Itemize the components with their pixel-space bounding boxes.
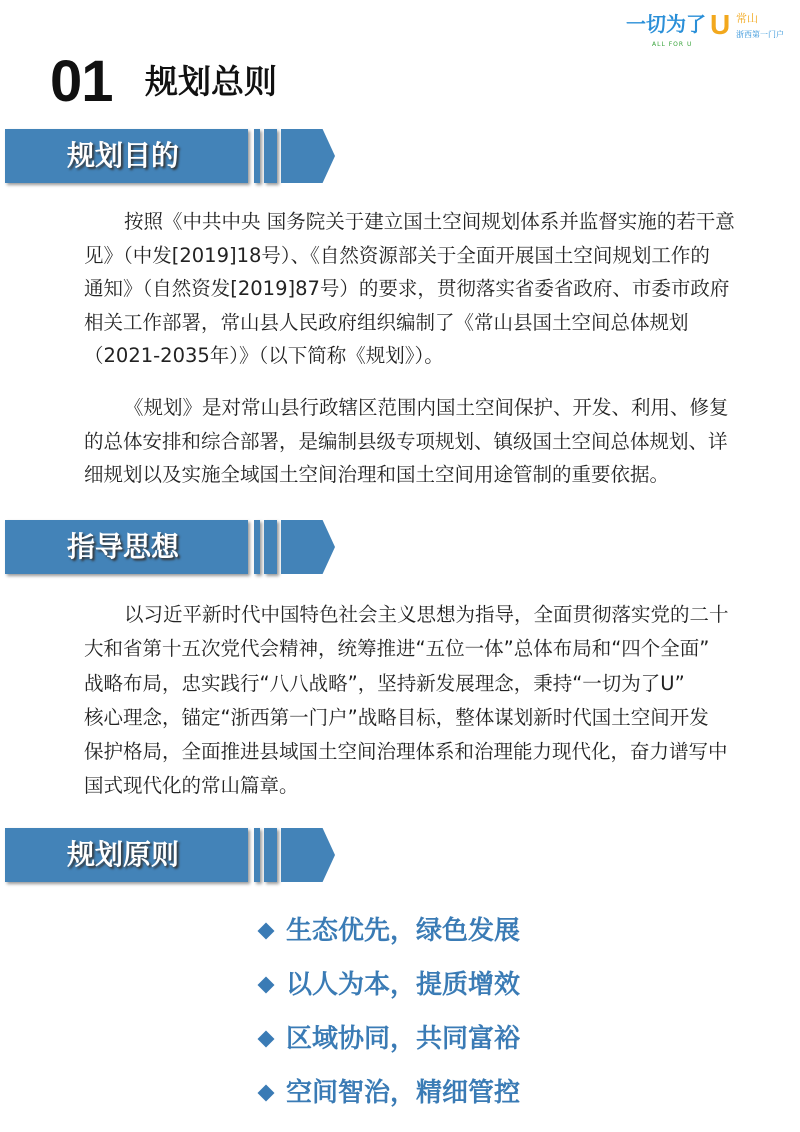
logo-tagline: ALL FOR U (652, 41, 693, 48)
chapter-title: 规划总则 (145, 62, 277, 101)
text-line: 相关工作部署，常山县人民政府组织编制了《常山县国土空间总体规划 (84, 310, 689, 334)
paragraph (84, 205, 735, 373)
principles-list (256, 904, 520, 1120)
text-line: 的总体安排和综合部署，是编制县级专项规划、镇级国土空间总体规划、详 (84, 429, 728, 453)
chapter-number: 01 (50, 49, 113, 114)
principle-text: 空间智治，精细管控 (286, 1078, 521, 1108)
diamond-bullet-icon (258, 977, 275, 994)
principle-item (256, 1066, 520, 1120)
text-line: 核心理念，锚定“浙西第一门户”战略目标，整体谋划新时代国土空间开发 (84, 705, 709, 729)
logo-city: 常山 (736, 12, 758, 25)
principle-text: 生态优先，绿色发展 (286, 916, 521, 946)
section-banner-purpose (5, 129, 335, 185)
section-banner-principles (5, 828, 335, 884)
text-line: 以习近平新时代中国特色社会主义思想为指导，全面贯彻落实党的二十 (124, 603, 729, 626)
principle-text: 以人为本，提质增效 (286, 970, 521, 1000)
arrow-icon (281, 828, 335, 882)
text-line: 按照《中共中央 国务院关于建立国土空间规划体系并监督实施的若干意 (124, 210, 735, 233)
text-line: 通知》（自然资发[2019]87号）的要求，贯彻落实省委省政府、市委市政府 (84, 277, 730, 300)
section-title: 指导思想 (67, 530, 180, 563)
paragraph (84, 391, 729, 492)
principle-item (256, 958, 520, 1012)
text-line: 保护格局，全面推进县域国土空间治理体系和治理能力现代化，奋力谱写中 (84, 740, 728, 764)
diamond-bullet-icon (258, 1085, 275, 1102)
section-banner-guiding (5, 520, 335, 576)
text-line: （2021-2035年）》（以下简称《规划》）。 (84, 344, 444, 367)
text-line: 见》（中发[2019]18号）、《自然资源部关于全面开展国土空间规划工作的 (84, 243, 710, 267)
section-title: 规划原则 (67, 838, 180, 871)
section-title: 规划目的 (67, 139, 180, 172)
text-line: 细规划以及实施全域国土空间治理和国土空间用途管制的重要依据。 (84, 463, 670, 486)
arrow-icon (281, 520, 335, 574)
arrow-icon (281, 129, 335, 183)
principle-text: 区域协同，共同富裕 (286, 1024, 521, 1054)
text-line: 国式现代化的常山篇章。 (84, 774, 299, 798)
diamond-bullet-icon (258, 1031, 275, 1048)
principle-item (256, 904, 520, 958)
diamond-bullet-icon (258, 923, 275, 940)
text-line: 战略布局，忠实践行“八八战略”，坚持新发展理念，秉持“一切为了U” (84, 671, 685, 695)
text-line: 《规划》是对常山县行政辖区范围内国土空间保护、开发、利用、修复 (124, 396, 729, 419)
logo-main-text: 一切为了 (626, 12, 706, 36)
logo-u: U (710, 9, 731, 40)
logo-subtitle: 浙西第一门户 (736, 30, 784, 39)
principle-item (256, 1012, 520, 1066)
paragraph (84, 598, 729, 804)
logo (626, 9, 798, 52)
text-line: 大和省第十五次党代会精神，统筹推进“五位一体”总体布局和“四个全面” (84, 637, 710, 661)
